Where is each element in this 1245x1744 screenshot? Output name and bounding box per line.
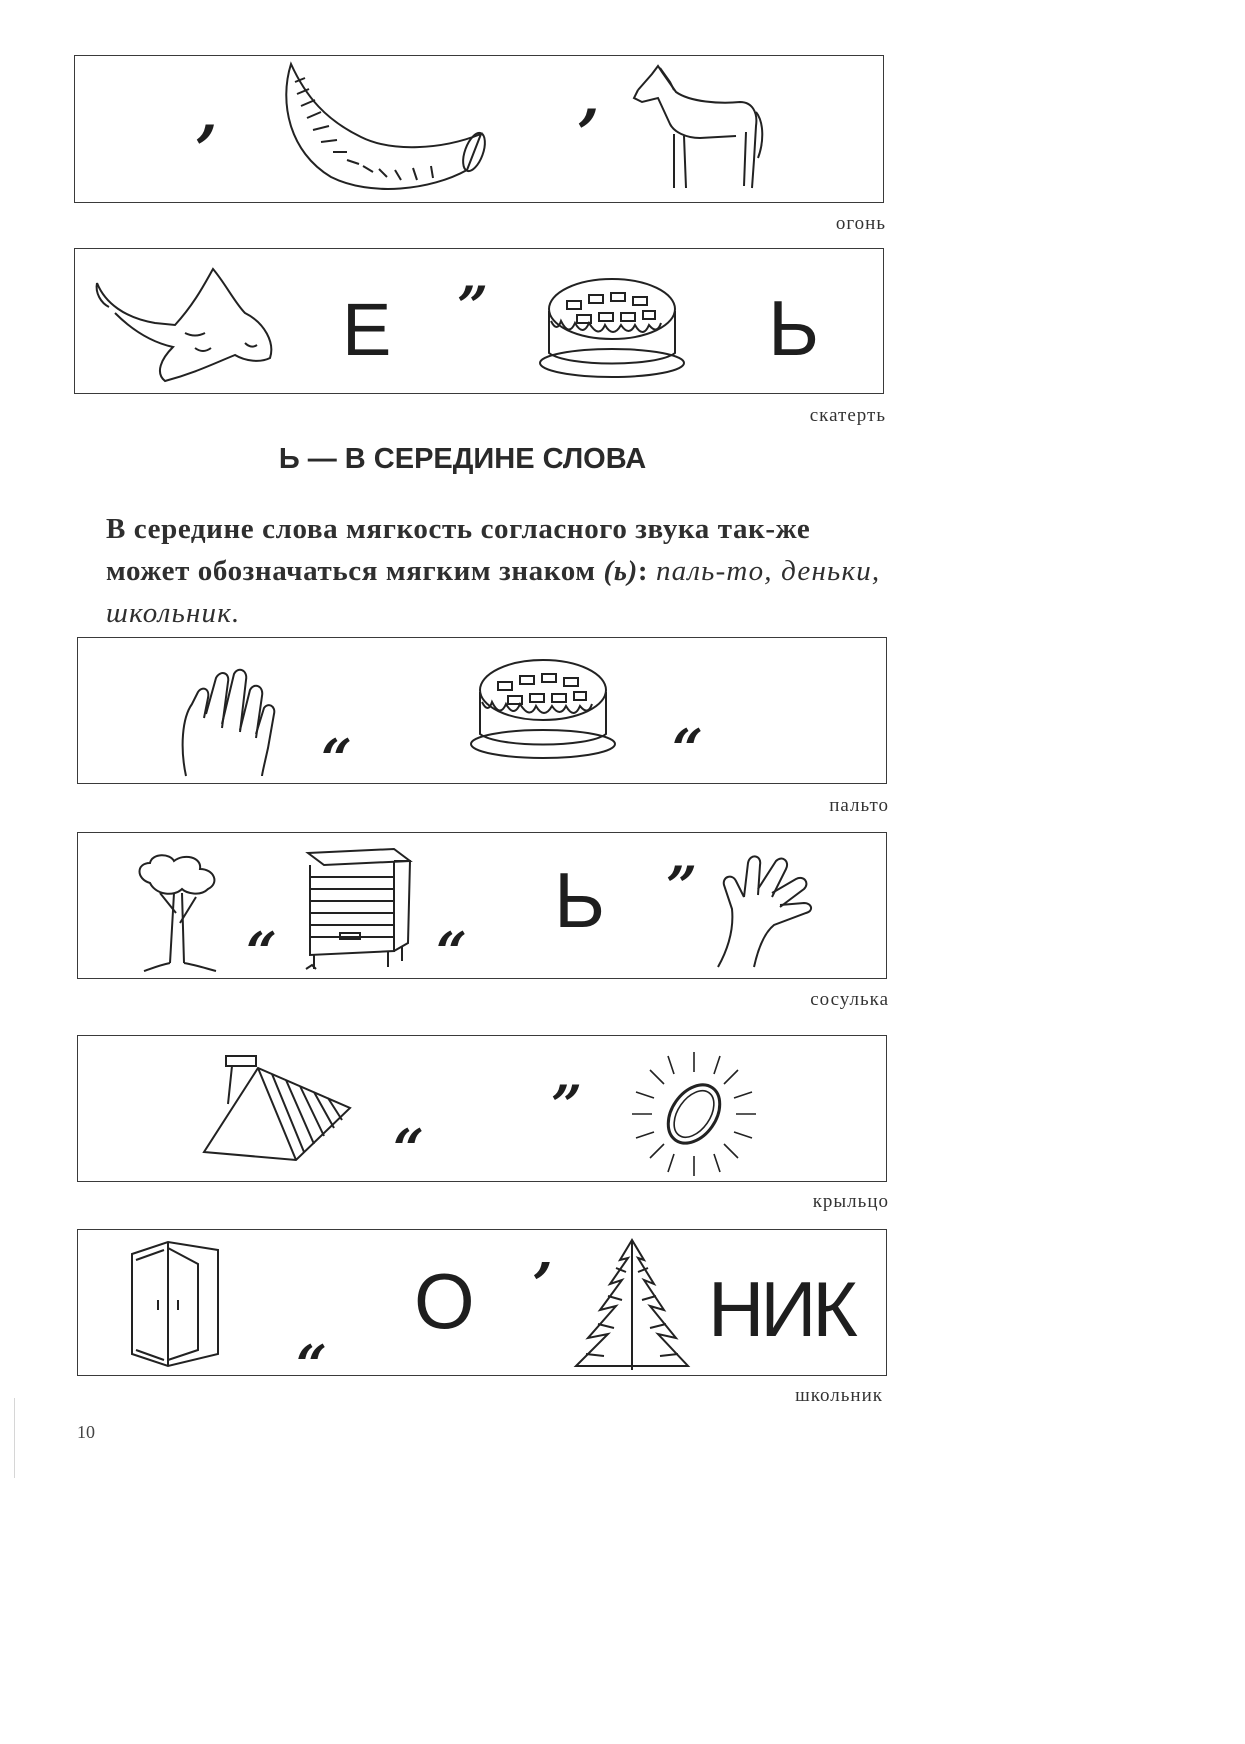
rule-paragraph bbox=[106, 508, 886, 634]
rebus-panel-palto bbox=[77, 637, 887, 791]
spruce-icon bbox=[572, 1238, 692, 1373]
page-number: 10 bbox=[77, 1422, 95, 1442]
soft-sign-letter: Ь bbox=[768, 284, 820, 372]
wardrobe-icon bbox=[128, 1240, 228, 1370]
letter-e: Е bbox=[342, 288, 392, 371]
letters-nik: НИК bbox=[708, 1265, 854, 1353]
opening-quote-mark: “ bbox=[436, 920, 468, 984]
opening-quote-mark: “ bbox=[321, 727, 353, 791]
rebus-panel-kryltso bbox=[77, 1035, 887, 1182]
answer-caption: скатерть bbox=[809, 405, 886, 426]
answer-caption: сосулька bbox=[810, 989, 889, 1010]
closing-quote-mark: ” bbox=[551, 1073, 583, 1137]
cake-icon bbox=[537, 271, 687, 381]
answer-caption: пальто bbox=[829, 795, 889, 816]
tree-icon bbox=[130, 853, 230, 973]
answer-caption: огонь bbox=[835, 213, 886, 234]
rebus-panel-ogon bbox=[74, 55, 884, 203]
rule-sign: (ь) bbox=[603, 555, 638, 587]
comma-mark: , bbox=[197, 79, 218, 149]
rule-colon: : bbox=[637, 555, 656, 587]
beehive-icon bbox=[304, 847, 414, 972]
comma-mark: , bbox=[579, 63, 600, 133]
closing-quote-mark: ” bbox=[666, 854, 698, 918]
rebus-panel-skatert bbox=[74, 248, 884, 394]
letter-o: О bbox=[414, 1257, 475, 1345]
opening-quote-mark: “ bbox=[246, 920, 278, 984]
apostrophe-mark: ’ bbox=[532, 1251, 553, 1321]
answer-caption: школьник bbox=[795, 1385, 883, 1406]
palm-icon bbox=[176, 668, 281, 778]
horse-icon bbox=[630, 62, 770, 197]
answer-caption: крыльцо bbox=[812, 1191, 889, 1212]
rule-text: В середине слова мягкость согласного звука так-же может обозначаться мягким знаком bbox=[106, 513, 811, 587]
cake-icon bbox=[468, 652, 618, 762]
rebus-panel-sosulka bbox=[77, 832, 887, 984]
opening-quote-mark: “ bbox=[393, 1117, 425, 1181]
stingray-icon bbox=[95, 263, 280, 388]
ring-icon bbox=[628, 1048, 758, 1178]
section-heading: Ь — В СЕРЕДИНЕ СЛОВА bbox=[278, 443, 647, 475]
rule-examples: паль-то, деньки, школьник. bbox=[106, 555, 881, 629]
horn-icon bbox=[271, 62, 501, 192]
opening-quote-mark: “ bbox=[672, 717, 704, 781]
closing-quote-mark: ” bbox=[457, 274, 489, 338]
scan-margin-line bbox=[14, 1398, 15, 1478]
roof-icon bbox=[200, 1052, 360, 1162]
hand-icon bbox=[714, 849, 824, 969]
opening-quote-mark: “ bbox=[296, 1333, 328, 1397]
soft-sign-letter: Ь bbox=[554, 856, 606, 944]
